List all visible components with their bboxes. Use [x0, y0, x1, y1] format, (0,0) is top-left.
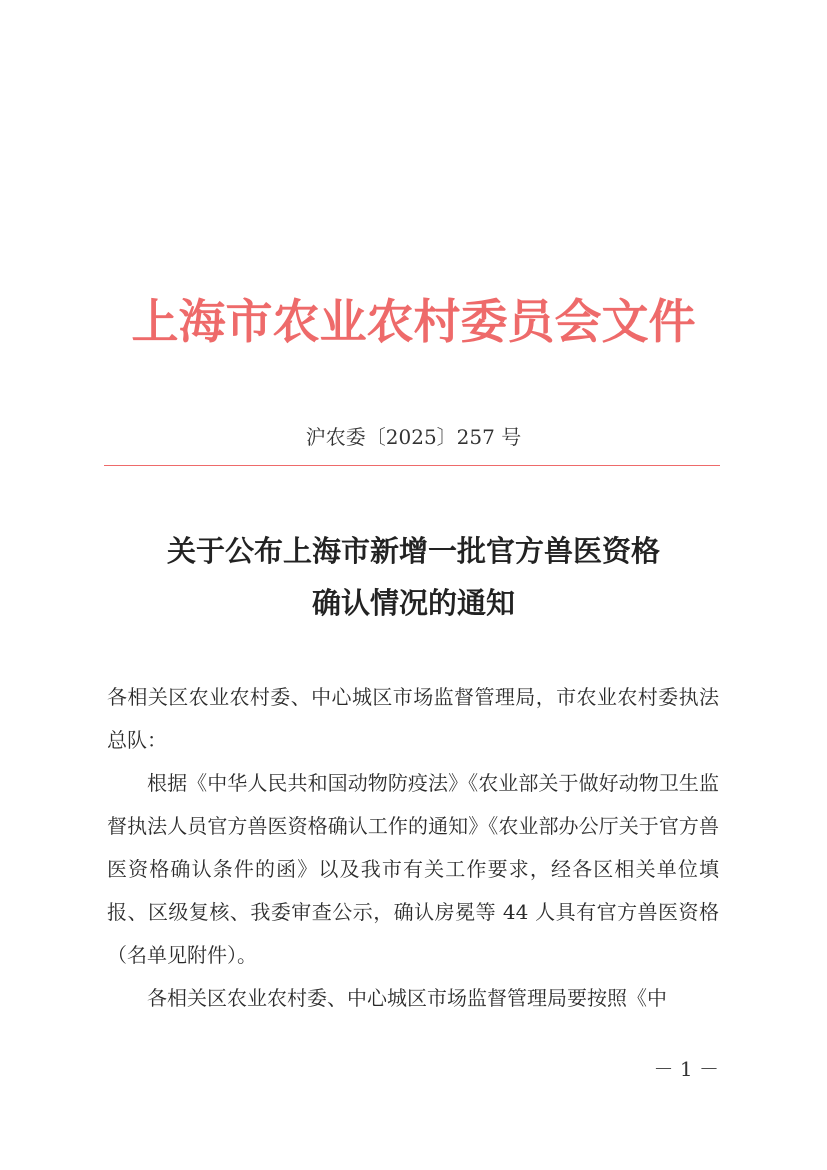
document-masthead: 上海市农业农村委员会文件: [131, 295, 696, 350]
body-paragraph-1: 根据《中华人民共和国动物防疫法》《农业部关于做好动物卫生监督执法人员官方兽医资格确认工作的通知》《农业部办公厅关于官方兽医资格确认条件的函》以及我市有关工作要求，经各区相关单位填报、区级复核、我委审查公示，确认房冕等 44 人具有官方兽医资格（名单见附件）。: [107, 771, 719, 967]
body-paragraph-2: 各相关区农业农村委、中心城区市场监督管理局要按照《中: [147, 986, 667, 1010]
document-number: 沪农委〔2025〕257 号: [305, 425, 522, 449]
addressee: 各相关区农业农村委、中心城区市场监督管理局，市农业农村委执法总队：: [107, 685, 719, 752]
red-divider-line: [104, 465, 720, 466]
page-number: － 1 －: [653, 1057, 719, 1081]
title-line-1: 关于公布上海市新增一批官方兽医资格: [166, 534, 660, 568]
title-line-2: 确认情况的通知: [311, 586, 515, 620]
document-title: [0, 525, 827, 629]
document-body: [107, 676, 719, 1020]
